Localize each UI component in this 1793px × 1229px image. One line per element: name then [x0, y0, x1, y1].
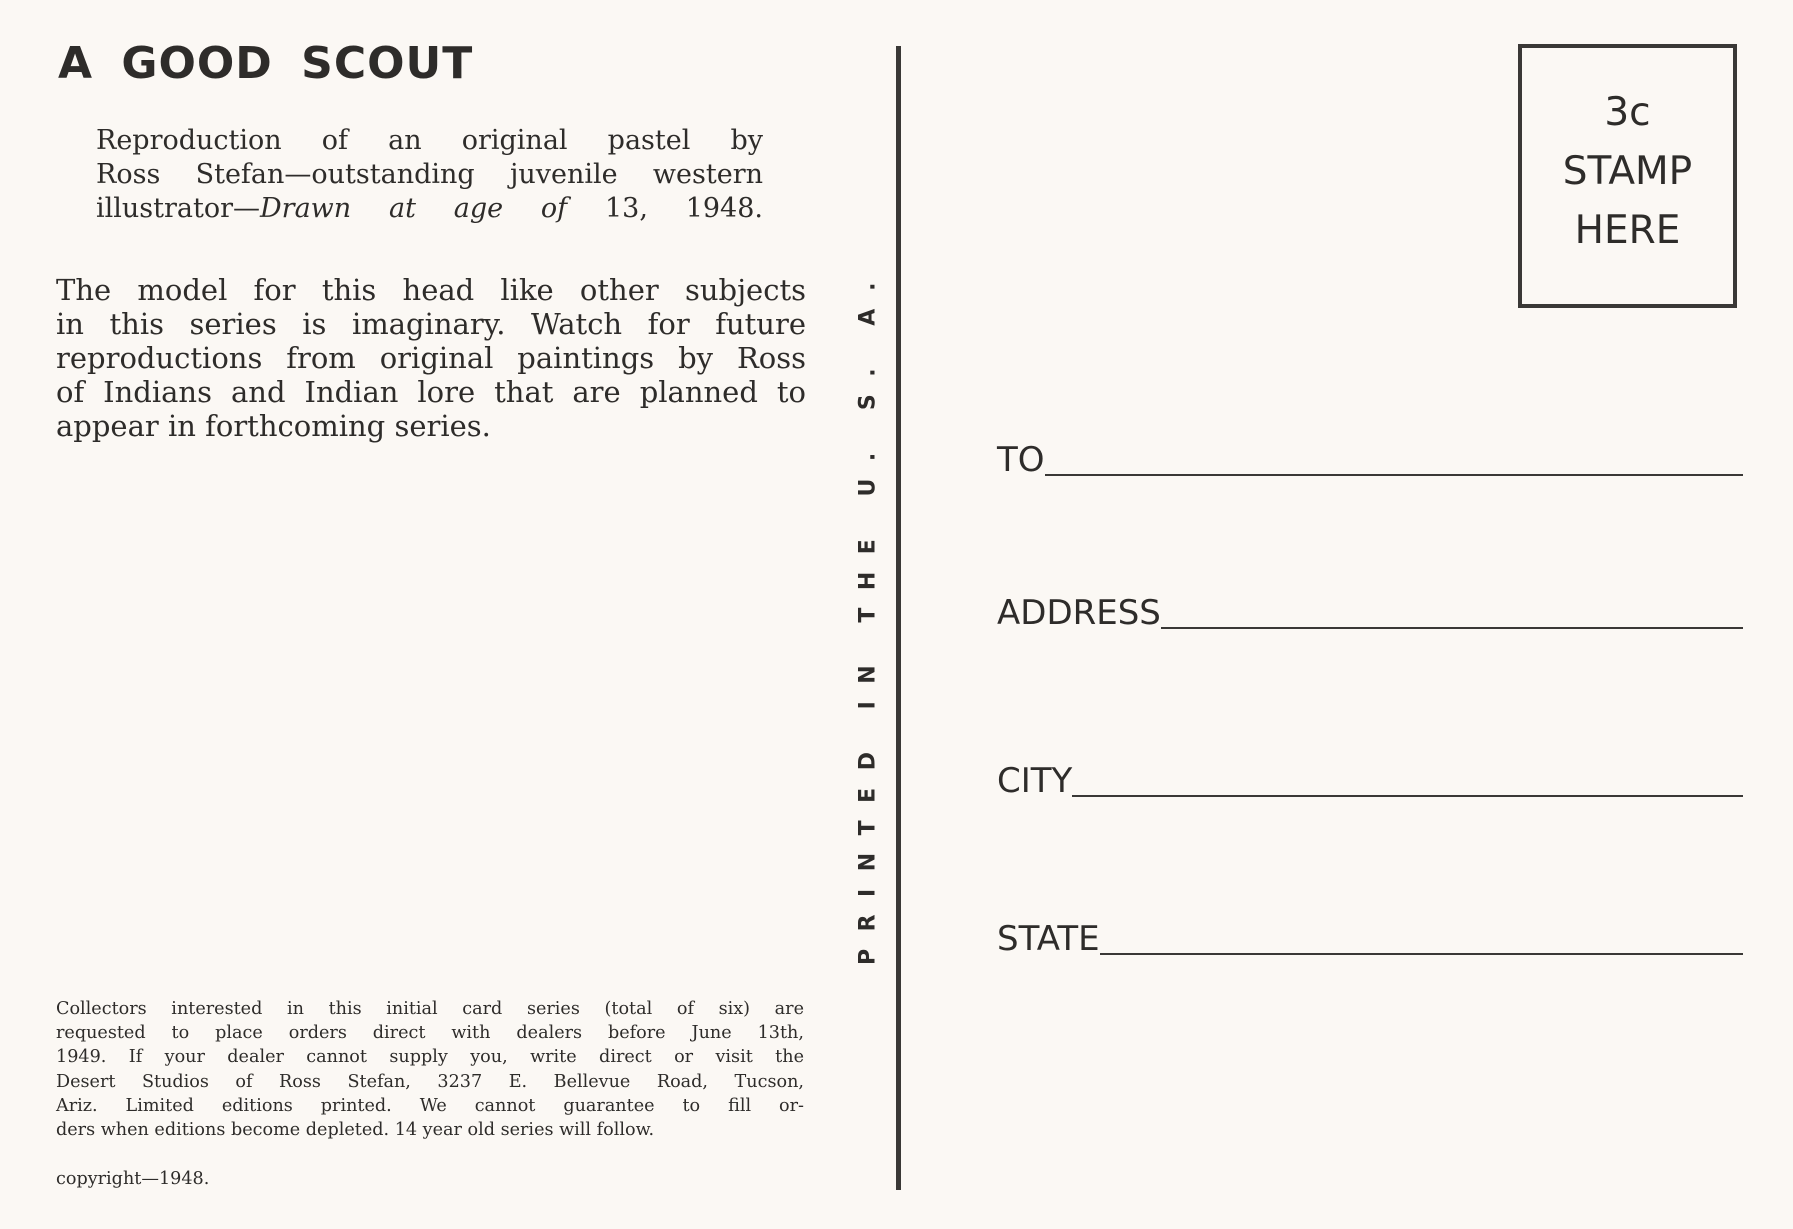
collectors-notice: [56, 997, 804, 1142]
stamp-price: 3c: [1604, 89, 1651, 135]
address-rule: [1161, 627, 1743, 629]
credit-line-2: Ross Stefan—outstanding juvenile western: [96, 159, 763, 190]
center-divider: [896, 46, 901, 1190]
card-title: A GOOD SCOUT: [58, 38, 474, 89]
description-line: appear in forthcoming series.: [56, 409, 491, 443]
notice-line: ders when editions become depleted. 14 year old series will follow.: [56, 1120, 655, 1141]
stamp-here: HERE: [1574, 207, 1681, 253]
description-paragraph: [56, 273, 806, 443]
printed-in-usa: [848, 265, 888, 965]
address-label: ADDRESS: [997, 593, 1161, 633]
state-label: STATE: [997, 919, 1100, 959]
to-field[interactable]: [997, 440, 1743, 480]
credit-line-3-end: 13, 1948.: [567, 193, 763, 224]
city-rule: [1072, 795, 1743, 797]
state-rule: [1100, 953, 1743, 955]
stamp-label: STAMP: [1562, 148, 1693, 194]
credit-line-3: [96, 192, 763, 226]
description-line: of Indians and Indian lore that are planned to: [56, 375, 806, 409]
to-label: TO: [997, 440, 1045, 480]
city-label: CITY: [997, 761, 1073, 801]
notice-line: Desert Studios of Ross Stefan, 3237 E. Bellevue Road, Tucson,: [56, 1071, 804, 1092]
credit-line-3-start: illustrator—: [96, 193, 261, 224]
to-rule: [1045, 474, 1743, 476]
state-field[interactable]: [997, 919, 1743, 959]
city-field[interactable]: [997, 761, 1743, 801]
notice-line: Ariz. Limited editions printed. We cannot guarantee to fill or-: [56, 1095, 804, 1116]
address-field[interactable]: [997, 593, 1743, 633]
description-line: reproductions from original paintings by Ross: [56, 341, 806, 375]
artist-credit: [96, 124, 763, 226]
stamp-box: [1518, 44, 1737, 308]
notice-line: requested to place orders direct with dealers before June 13th,: [56, 1023, 804, 1044]
credit-line-3-italic: Drawn at age of: [260, 193, 568, 224]
description-line: in this series is imaginary. Watch for future: [56, 307, 806, 341]
copyright-notice: copyright—1948.: [56, 1169, 210, 1189]
notice-line: Collectors interested in this initial card series (total of six) are: [56, 999, 804, 1019]
description-line: The model for this head like other subjects: [56, 273, 806, 307]
notice-line: 1949. If your dealer cannot supply you, write direct or visit the: [56, 1047, 804, 1068]
credit-line-1: Reproduction of an original pastel by: [96, 125, 763, 156]
printed-in-usa-text: PRINTED IN THE U. S. A.: [855, 264, 881, 966]
